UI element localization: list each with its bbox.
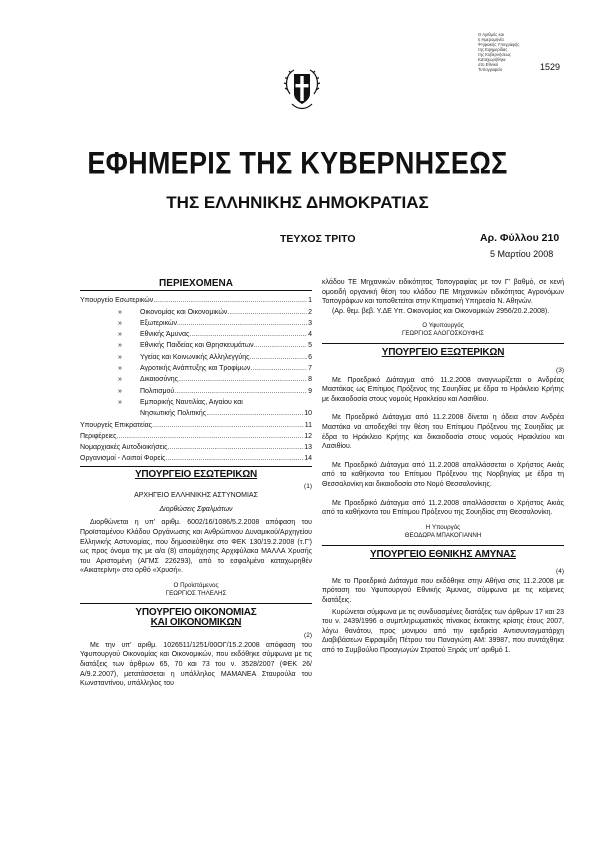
toc-label: Νομαρχιακές Αυτοδιοικήσεις <box>80 444 168 452</box>
toc-row[interactable]: » Εθνικής Άμυνας ..... 4 <box>80 327 312 338</box>
toc-row[interactable]: » Εμπορικής Ναυτιλίας, Αιγαίου και <box>118 398 243 406</box>
toc-label: Υπουργείς Επικρατείας <box>80 421 153 429</box>
toc-row[interactable]: » Εξωτερικών ..... 3 <box>80 316 312 327</box>
toc-row[interactable]: » Αγροτικής Ανάπτυξης και Τροφίμων ..... 7 <box>80 361 312 372</box>
decision-heading: Διορθώσεις Σφαλμάτων <box>159 505 233 513</box>
signatory-name: ΓΕΩΡΓΙΟΣ ΤΗΛΕΛΗΣ <box>165 589 227 597</box>
toc-label: Πολιτισμού <box>140 387 175 395</box>
toc-row[interactable] <box>80 451 312 462</box>
toc-row[interactable] <box>80 429 312 440</box>
table-of-contents <box>80 293 312 462</box>
divider <box>322 343 564 344</box>
paragraph: κλάδου ΤΕ Μηχανικών ειδικότητας Τοπογραφίας με τον Γ' βαθμό, σε κενή ομοειδή οργανική θέση του κλάδου ΠΕ Μηχανικών ειδικότητας Αγρονόμων Τοπογράφων και τοποθετείται στην Κτηματική Υπηρεσία Ν. Αθηνών. <box>322 279 564 306</box>
toc-row[interactable] <box>80 417 312 428</box>
toc-label: Περιφέρειες <box>80 432 117 440</box>
ministry-heading: ΥΠΟΥΡΓΕΙΟ ΟΙΚΟΝΟΜΙΑΣ <box>135 606 257 618</box>
divider <box>322 545 564 546</box>
toc-row[interactable] <box>80 440 312 451</box>
stamp-line: Καταχωρήθηκε <box>478 57 506 62</box>
toc-label: Υπουργείο Εσωτερικών <box>80 297 154 305</box>
divider <box>80 290 312 291</box>
stamp-line: στο Εθνικό <box>478 62 499 67</box>
signatory-role: Ο Υφυπουργός <box>422 322 464 330</box>
left-column-body <box>80 470 312 689</box>
gazette-title: ΕΦΗΜΕΡΙΣ ΤΗΣ ΚΥΒΕΡΝΗΣΕΩΣ <box>87 145 508 181</box>
paragraph: Με Προεδρικό Διάταγμα από 11.2.2008 απαλλάσσεται ο Χρήστος Ακιάς από τα καθήκοντα του Επίτιμου Πρόξενου της Νορβηγίας με έδρα τη Θεσσαλονίκη και δικαιοδοσία στο Νομό Θεσσαλονίκης. <box>322 461 564 488</box>
right-column-body <box>322 278 564 656</box>
toc-page: 5 <box>308 342 312 350</box>
divider <box>80 466 312 467</box>
toc-page: 14 <box>304 455 312 463</box>
toc-label: Υγείας και Κοινωνικής Αλληλεγγύης <box>140 353 250 361</box>
toc-row[interactable]: » Υγείας και Κοινωνικής Αλληλεγγύης ..... 6 <box>80 349 312 360</box>
toc-page: 4 <box>308 331 312 339</box>
toc-page: 3 <box>308 319 312 327</box>
toc-page: 1 <box>308 297 312 305</box>
toc-page: 13 <box>304 444 312 452</box>
toc-page: 10 <box>304 410 312 418</box>
paragraph: Κυρώνεται σύμφωνα με τις συνδυασμένες διατάξεις των άρθρων 17 και 23 του ν. 2439/1996 ο συμπληρωματικός πίνακας έκτακτης κρίσης έτους 2007, λόγω θανάτου, προς μονιμου από την εφεδρεία Αντισυνταγματάρχη Διαβιβάσεων Εφραιμίδη Πέτρου του Παναγιώτη ΑΜ: 39987, που συντάχθηκε από το Συμβούλιο Προαγωγών Στρατού Ξηράς υπ' αριθμό 1. <box>322 608 564 655</box>
toc-title: ΠΕΡΙΕΧΟΜΕΝΑ <box>159 278 233 289</box>
paragraph: Με το Προεδρικό Διάταγμα που εκδόθηκε στην Αθήνα στις 11.2.2008 με πρόταση του Υφυπουργού Εθνικής Άμυνας, σύμφωνα με τις κείμενες διατάξεις. <box>322 577 564 605</box>
paragraph: Διορθώνεται η υπ' αριθμ. 6002/16/1086/5.2.2008 απόφαση του Προϊσταμένου Κλάδου Οργάνωσης και Ανθρώπινου Δυναμικού/Αρχηγείου Ελληνικής Αστυνομίας, που δημοσιεύθηκε στο ΦΕΚ 130/19.2.2008 (τ.Γ') ως προς όνομα της με α/α (8) απομάχησης Αρχιφύλακα ΜΑΛΛΑ Χρυσής του Αριστομένη (ΑΓΜΣ 226293), από το εσφαλμένο καταχωρηθέν «Αικατερίνη» στο ορθό «Χρυσή». <box>80 519 312 575</box>
toc-page: 12 <box>304 432 312 440</box>
sheet-number: Αρ. Φύλλου 210 <box>480 232 560 244</box>
toc-page: 11 <box>304 421 312 429</box>
page-number: 1529 <box>540 62 561 72</box>
issue-label: ΤΕΥΧΟΣ ΤΡΙΤΟ <box>280 233 356 245</box>
toc-page: 8 <box>308 376 312 384</box>
toc-page: 9 <box>308 387 312 395</box>
toc-row[interactable] <box>80 293 312 304</box>
paragraph: Με Προεδρικό Διάταγμα από 11.2.2008 αναγνωρίζεται ο Ανδρέας Μαστάκας ως Επίτιμος Πρόξενος της Σουηδίας με έδρα το Ηράκλειο Κρήτης με δικαιοδοσία στους νομούς Ηρακλείου και Λασιθίου. <box>322 376 564 403</box>
toc-label: Δικαιοσύνης <box>140 376 179 384</box>
toc-label: Νησιωτικής Πολιτικής <box>140 410 207 418</box>
signatory-name: ΘΕΟΔΩΡΑ ΜΠΑΚΟΓΙΑΝΝΗ <box>404 531 482 539</box>
toc-row[interactable]: » Δικαιοσύνης ..... 8 <box>80 372 312 383</box>
toc-page: 6 <box>308 353 312 361</box>
toc-page: 7 <box>308 365 312 373</box>
toc-label: Οικονομίας και Οικονομικών <box>140 308 228 316</box>
ministry-heading: ΥΠΟΥΡΓΕΙΟ ΕΞΩΤΕΡΙΚΩΝ <box>381 347 505 359</box>
item-number: (1) <box>304 482 312 490</box>
stamp-line: της Εφημερίδας <box>478 47 508 52</box>
ministry-heading: ΥΠΟΥΡΓΕΙΟ ΕΣΩΤΕΡΙΚΩΝ <box>134 469 258 480</box>
ministry-heading: ΥΠΟΥΡΓΕΙΟ ΕΘΝΙΚΗΣ ΑΜΥΝΑΣ <box>370 548 516 560</box>
divider <box>80 603 312 604</box>
paragraph: Με την υπ' αριθμ. 1026511/1251/00ΟΓ/15.2.2008 απόφαση του Υφυπουργού Οικονομίας και Οικονομικών, που εκδόθηκε σύμφωνα με τις διατάξεις των άρθρων 65, 70 και 73 του ν. 3528/2007 (ΦΕΚ 26/Α/9.2.2007), μετατάσσεται η υπάλληλος ΜΑΜΑΝΕΑ Σταυρούλα του Κωνσταντίνου, υπάλληλος του <box>80 641 312 688</box>
toc-label: Εθνικής Άμυνας <box>140 331 190 339</box>
toc-label: Οργανισμοί - Λοιποί Φορείς <box>80 455 166 463</box>
toc-row[interactable]: » Πολιτισμού ..... 9 <box>80 383 312 394</box>
toc-row[interactable]: » Εθνικής Παιδείας και Θρησκευμάτων ..... 5 <box>80 338 312 349</box>
toc-label: Εθνικής Παιδείας και Θρησκευμάτων <box>140 342 254 350</box>
digital-signature-stamp <box>478 32 538 72</box>
issue-date: 5 Μαρτίου 2008 <box>490 249 554 259</box>
item-number: (2) <box>304 632 312 640</box>
stamp-line: Ο Αριθμός και <box>478 32 504 37</box>
authority-name: ΑΡΧΗΓΕΙΟ ΕΛΛΗΝΙΚΗΣ ΑΣΤΥΝΟΜΙΑΣ <box>134 492 258 500</box>
greek-emblem-icon <box>282 64 322 112</box>
ministry-heading: ΚΑΙ ΟΙΚΟΝΟΜΙΚΩΝ <box>150 616 242 628</box>
stamp-line: της Κυβερνήσεως <box>478 52 512 57</box>
item-number: (3) <box>556 366 564 374</box>
signatory-role: Ο Προϊστάμενος <box>173 581 219 589</box>
item-number: (4) <box>556 568 564 576</box>
gazette-subtitle: ΤΗΣ ΕΛΛΗΝΙΚΗΣ ΔΗΜΟΚΡΑΤΙΑΣ <box>166 193 429 212</box>
stamp-line: Ψηφιακής Υπογραφής <box>478 42 520 47</box>
signatory-role: Η Υπουργός <box>425 523 461 531</box>
stamp-line: Τυπογραφείο <box>478 67 503 72</box>
toc-label: Εμπορικής Ναυτιλίας, Αιγαίου και <box>140 398 243 406</box>
toc-row[interactable] <box>80 406 312 417</box>
paragraph: (Αρ. θεμ. βεβ. Υ.ΔΕ Υπ. Οικονομίας και Οικονομικών 2956/20.2.2008). <box>332 307 550 315</box>
signatory-name: ΓΕΩΡΓΙΟΣ ΑΛΟΓΟΣΚΟΥΦΗΣ <box>402 330 484 338</box>
paragraph: Με Προεδρικό Διάταγμα από 11.2.2008 απαλλάσσεται ο Χρήστος Ακιάς από τα καθήκοντα του Επίτιμου Πρόξενου της Σουηδίας στη Θεσσαλονίκη. <box>322 499 564 517</box>
toc-label: Αγροτικής Ανάπτυξης και Τροφίμων <box>140 365 251 373</box>
toc-label: Εξωτερικών <box>140 319 177 327</box>
paragraph: Με Προεδρικό Διάταγμα από 11.2.2008 δίνεται η άδεια στον Ανδρέα Μαστάκα να αποδεχθεί την θέση του Επίτιμου Πρόξενου της Σουηδίας με έδρα το Ηράκλειο Κρήτης και δικαιοδοσία στους νομούς Ηρακλείου και Λασιθίου. <box>322 414 564 451</box>
toc-row[interactable]: » Οικονομίας και Οικονομικών ..... 2 <box>80 304 312 315</box>
toc-page: 2 <box>308 308 312 316</box>
stamp-line: η Ημερομηνία <box>478 37 504 42</box>
